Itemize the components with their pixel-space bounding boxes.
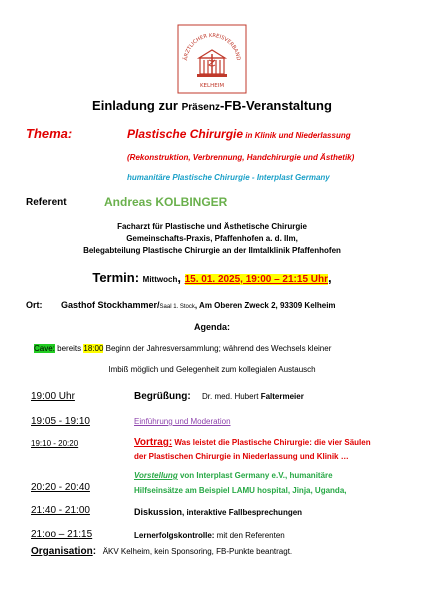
schedule-row2-title: Einführung und Moderation [134,417,231,426]
logo-arc-text: ÄRZTLICHER KREISVERBAND [183,32,242,61]
thema-main: Plastische Chirurgie in Klinik und Niederlassung [127,127,351,141]
cave-line: Cave: bereits 18:00 Beginn der Jahresversammlung; während des Wechsels kleiner [34,344,332,353]
agenda-label: Agenda: [194,322,230,332]
logo-bottom-text: KELHEIM [199,83,225,89]
schedule-row6-title: Lernerfolgskontrolle: mit den Referenten [134,531,285,540]
schedule-row6-time: 21:oo – 21:15 [31,529,93,540]
kreisverband-logo [177,24,247,94]
schedule-row3-time: 19:10 - 20:20 [31,439,79,448]
referent-line3: Belegabteilung Plastische Chirurgie an der Ilmtalklinik Pfaffenhofen [83,246,341,255]
schedule-row3-line2: der Plastischen Chirurgie in Niederlassung und Klinik … [134,452,349,461]
schedule-row4-line2: Hilfseinsätze am Beispiel LAMU hospital, Jinja, Uganda, [134,486,347,495]
thema-label: Thema: [26,126,73,141]
ort-venue: Gasthof Stockhammer/Saal 1. Stock, Am Oberen Zweck 2, 93309 Kelheim [61,300,336,310]
cave-label: Cave: [34,344,55,353]
schedule-row1-time: 19:00 Uhr [31,391,75,402]
termin-line: Termin: Mittwoch, 15. 01. 2025, 19:00 – 21:15 Uhr, [92,270,332,285]
thema-humanitarian: humanitäre Plastische Chirurgie - Interplast Germany [127,173,330,182]
referent-line1: Facharzt für Plastische und Ästhetische Chirurgie [117,222,307,231]
referent-line2: Gemeinschafts-Praxis, Pfaffenhofen a. d. Ilm, [126,234,298,243]
invitation-title: Einladung zur Präsenz-FB-Veranstaltung [92,98,332,113]
thema-subtopics: (Rekonstruktion, Verbrennung, Handchirurgie und Ästhetik) [127,153,355,162]
ort-label: Ort: [26,300,43,310]
schedule-row5-time: 21:40 - 21:00 [31,505,90,516]
schedule-row3-line1: Vortrag: Was leistet die Plastische Chirurgie: die vier Säulen [134,437,371,448]
referent-label: Referent [26,197,67,208]
referent-name: Andreas KOLBINGER [104,195,228,209]
organisation-line: Organisation: ÄKV Kelheim, kein Sponsoring, FB-Punkte beantragt. [31,546,293,557]
termin-date-time: 15. 01. 2025, 19:00 – 21:15 Uhr [184,274,329,285]
cave-line2: Imbiß möglich und Gelegenheit zum kollegialen Austausch [108,365,316,374]
schedule-row1-speaker: Dr. med. Hubert Faltermeier [202,392,304,401]
schedule-row4-line1: Vorstellung von Interplast Germany e.V., humanitäre [134,471,333,480]
schedule-row1-title: Begrüßung: [134,391,191,402]
schedule-row4-time: 20:20 - 20:40 [31,482,90,493]
schedule-row5-title: Diskussion, interaktive Fallbesprechungen [134,507,303,517]
schedule-row2-time: 19:05 - 19:10 [31,416,90,427]
